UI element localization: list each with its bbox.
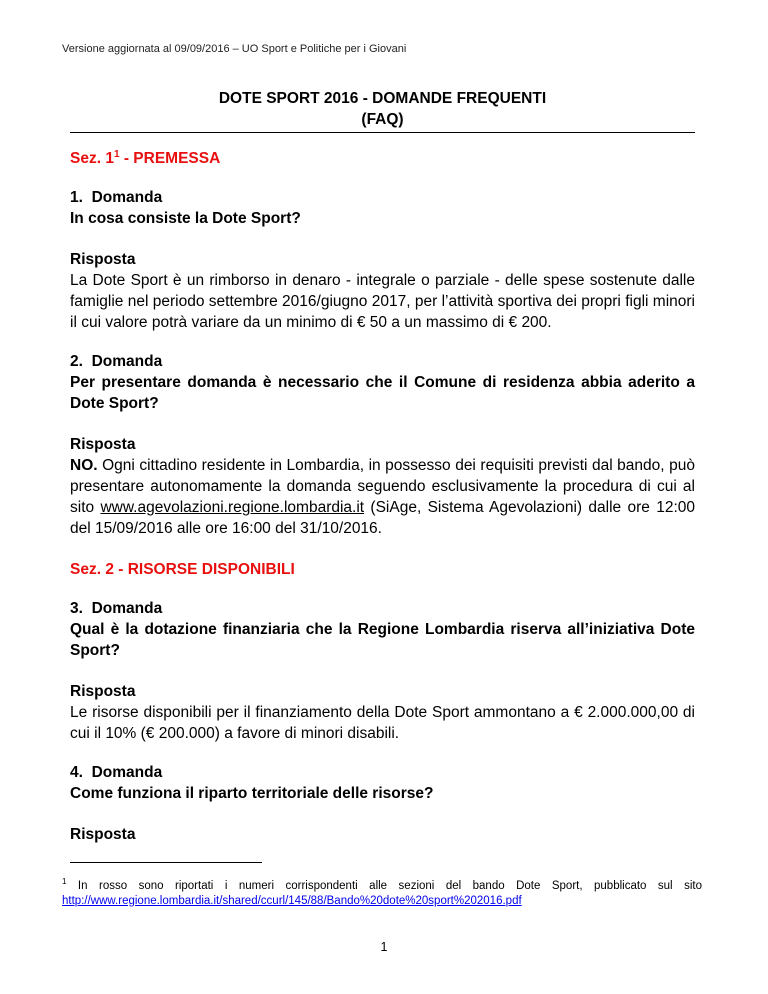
section-1-prefix: Sez. 1 — [70, 150, 114, 167]
siage-link[interactable]: www.agevolazioni.regione.lombardia.it — [100, 499, 365, 516]
footnote-marker: 1 — [62, 877, 67, 886]
answer-4-label: Risposta — [70, 826, 136, 843]
question-2-label: 2. Domanda — [70, 353, 163, 370]
running-header: Versione aggiornata al 09/09/2016 – UO Sport e Politiche per i Giovani — [62, 43, 407, 55]
question-1-label: 1. Domanda — [70, 189, 163, 206]
footnote-reference[interactable]: 1 — [113, 148, 120, 160]
section-heading-risorse: Sez. 2 - RISORSE DISPONIBILI — [70, 561, 295, 578]
footnote — [62, 874, 702, 909]
page-number: 1 — [380, 940, 388, 954]
answer-2-part-1: Ogni cittadino residente in Lombardia, in possesso dei requisiti previsti dal bando, può presentare autonomamente la domanda seguendo esclusivamente la procedura di cui al sito — [70, 457, 695, 516]
question-3-text: Qual è la dotazione finanziaria che la Regione Lombardia riserva all’iniziativa Dote Sport? — [70, 621, 695, 659]
answer-2-label: Risposta — [70, 436, 136, 453]
answer-2-text — [70, 455, 695, 539]
answer-1-text: La Dote Sport è un rimborso in denaro - integrale o parziale - delle spese sostenute dalle famiglie nel periodo settembre 2016/giugno 2017, per l’attività sportiva dei propri figli minori il cui valore potrà variare da un minimo di € 50 a un massimo di € 200. — [70, 272, 695, 331]
faq-content — [70, 140, 695, 845]
document-title — [70, 88, 695, 130]
title-underline — [70, 132, 695, 133]
answer-2-part-2: (SiAge, Sistema Agevolazioni) dalle ore 12:00 del 15/09/2016 alle ore 16:00 del 31/10/2016. — [70, 499, 695, 537]
answer-1-label: Risposta — [70, 251, 136, 268]
question-2-text: Per presentare domanda è necessario che il Comune di residenza abbia aderito a Dote Sport? — [70, 374, 695, 412]
footnote-text: In rosso sono riportati i numeri corrispondenti alle sezioni del bando Dote Sport, pubblicato sul sito — [66, 879, 702, 892]
section-1-title: - PREMESSA — [119, 150, 221, 167]
question-3-label: 3. Domanda — [70, 600, 163, 617]
answer-3-label: Risposta — [70, 683, 136, 700]
title-line-1: DOTE SPORT 2016 - DOMANDE FREQUENTI — [218, 90, 547, 107]
question-4-label: 4. Domanda — [70, 764, 163, 781]
section-heading-premessa — [70, 148, 695, 169]
footnote-link[interactable]: http://www.regione.lombardia.it/shared/ccurl/145/88/Bando%20dote%20sport%202016.pdf — [62, 894, 522, 907]
question-4-text: Come funziona il riparto territoriale delle risorse? — [70, 785, 434, 802]
answer-3-text: Le risorse disponibili per il finanziamento della Dote Sport ammontano a € 2.000.000,00 di cui il 10% (€ 200.000) a favore di minori disabili. — [70, 704, 695, 742]
answer-2-lead: NO. — [70, 457, 98, 474]
question-1-text: In cosa consiste la Dote Sport? — [70, 210, 301, 227]
footnote-separator — [70, 862, 262, 863]
title-line-2: (FAQ) — [361, 111, 404, 128]
